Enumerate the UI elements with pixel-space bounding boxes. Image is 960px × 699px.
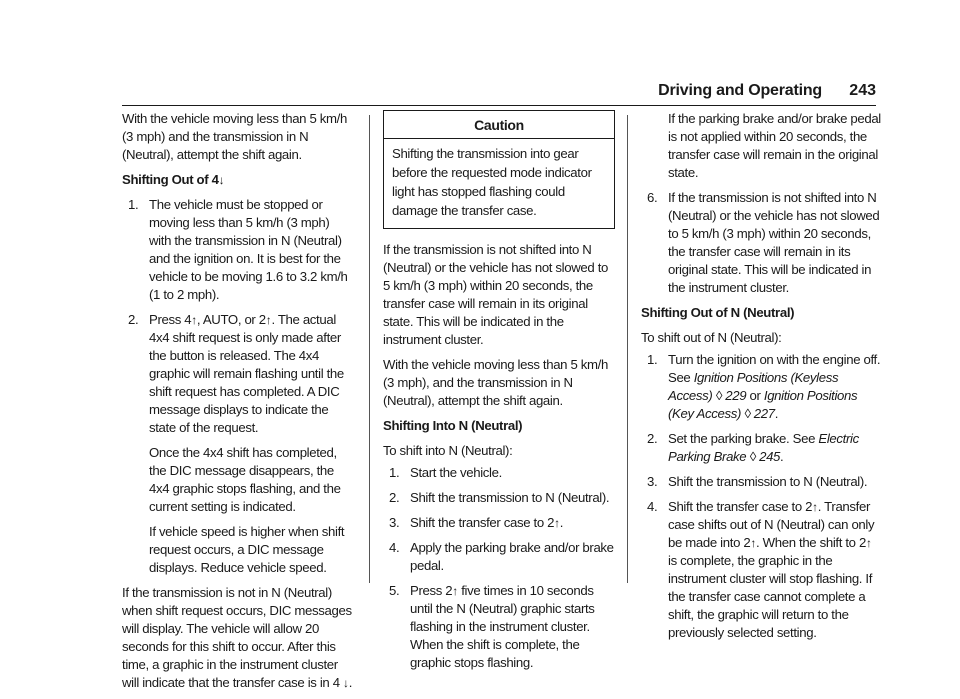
list-item [641, 351, 881, 423]
section-heading-shift-out-of-4-low [122, 171, 354, 189]
text-run: . [774, 406, 779, 421]
caution-title: Caution [384, 111, 614, 139]
step-text: Shift the transmission to N (Neutral). [410, 490, 610, 505]
step-number: 2. [389, 490, 400, 505]
list-item [641, 498, 881, 642]
text-run: . [559, 515, 564, 530]
text-run: Shift the transfer case to 2 [668, 499, 813, 514]
page-number: 243 [849, 82, 876, 99]
intro-paragraph: With the vehicle moving less than 5 km/h (3 mph) and the transmission in N (Neutral), attempt the shift again. [122, 111, 347, 162]
column-divider-2 [627, 115, 628, 583]
page-reference[interactable]: ◊ 227 [744, 406, 775, 421]
step-number: 1. [647, 352, 658, 367]
section-heading-shift-into-neutral: Shifting Into N (Neutral) [383, 418, 523, 433]
column-2 [383, 110, 615, 679]
step-number: 3. [389, 515, 400, 530]
step-text: Start the vehicle. [410, 465, 502, 480]
step-number: 4. [389, 540, 400, 555]
text-run: five times in 10 seconds until the N (Neutral) graphic starts flashing in the instrument cluster. When the shift is complete, the graphic stops flashing. [410, 583, 595, 670]
text-run: Set the parking brake. See [668, 431, 819, 446]
up-arrow-icon: ↑ [812, 500, 818, 514]
page-reference[interactable]: ◊ 245 [749, 449, 781, 464]
steps-list [122, 196, 354, 577]
continued-step-text: If the parking brake and/or brake pedal is not applied within 20 seconds, the transfer case will remain in the original state. [668, 111, 881, 180]
column-divider-1 [369, 115, 370, 583]
step-text: Shift the transmission to N (Neutral). [668, 474, 868, 489]
up-arrow-icon: ↑ [750, 536, 757, 550]
list-item [383, 514, 615, 532]
paragraph: With the vehicle moving less than 5 km/h (3 mph), and the transmission in N (Neutral), attempt the shift again. [383, 357, 608, 408]
steps-list [641, 351, 881, 642]
text-run: is complete, the graphic in the instrument cluster will stop flashing. If the transfer case cannot complete a shift, the graphic will return to the previously selected setting. [668, 553, 873, 640]
step-number: 3. [647, 474, 658, 489]
step-text: If the transmission is not shifted into N (Neutral) or the vehicle has not slowed to 5 km/h (3 mph) within 20 seconds, the transfer case will remain in its original state. This will be indicated in the instrument cluster. [668, 190, 880, 295]
list-item [383, 489, 615, 507]
step-number: 2. [128, 312, 139, 327]
step-note: If vehicle speed is higher when shift request occurs, a DIC message displays. Reduce vehicle speed. [149, 524, 345, 575]
text-run: Turn the ignition on with the engine off. See [668, 352, 881, 385]
text-run: If the transmission is not in N (Neutral) when shift request occurs, DIC messages will display. The vehicle will allow 20 seconds for this shift to occur. After this time, a graphic in the instrument cluster will indicate that the transfer case is in 4 [122, 585, 352, 690]
text-run: . [780, 449, 784, 464]
up-arrow-icon: ↑ [265, 313, 272, 327]
list-item [383, 539, 615, 575]
text-run: Press 2 [410, 583, 453, 598]
down-arrow-icon: ↓ [343, 676, 349, 690]
text-run: . [348, 675, 353, 690]
cross-reference-link[interactable]: Electric Parking Brake [668, 431, 859, 464]
step-number: 6. [647, 190, 658, 205]
text-run: . Transfer case shifts out of N (Neutral) can only be made into 2 [668, 499, 875, 550]
step-text: Apply the parking brake and/or brake pedal. [410, 540, 614, 573]
page-reference[interactable]: ◊ 229 [715, 388, 747, 403]
list-item [383, 464, 615, 482]
column-1 [122, 110, 354, 699]
lead-text: To shift out of N (Neutral): [641, 330, 782, 345]
text-run: Press 4 [149, 312, 192, 327]
text-run: . When the shift to 2 [756, 535, 866, 550]
column-3 [641, 110, 881, 649]
caution-box [383, 110, 615, 229]
steps-list [383, 464, 615, 672]
step-text [668, 352, 880, 421]
up-arrow-icon: ↑ [865, 536, 872, 550]
step-number: 1. [389, 465, 400, 480]
list-item [383, 582, 615, 672]
list-item [122, 196, 354, 304]
cross-reference-link[interactable]: Ignition Positions (Key Access) [668, 388, 858, 421]
step-text [149, 312, 344, 435]
step-text: The vehicle must be stopped or moving less than 5 km/h (3 mph) with the transmission in N (Neutral) and the ignition on. It is best for the vehicle to be moving 1.6 to 3.2 km/h (1 to 2 mph). [149, 197, 348, 302]
cross-reference-link[interactable]: Ignition Positions (Keyless Access) [668, 370, 839, 403]
text-run: , AUTO, or 2 [196, 312, 266, 327]
page-title: Driving and Operating [658, 82, 822, 99]
up-arrow-icon: ↑ [452, 584, 458, 598]
step-note: Once the 4x4 shift has completed, the DIC message disappears, the 4x4 graphic stops flashing, and the current setting is indicated. [149, 445, 341, 514]
steps-list [641, 189, 881, 297]
step-text [410, 515, 563, 530]
list-item [641, 430, 881, 466]
step-number: 2. [647, 431, 658, 446]
lead-text: To shift into N (Neutral): [383, 443, 513, 458]
step-text [668, 431, 859, 464]
text-run: Shift the transfer case to 2 [410, 515, 555, 530]
up-arrow-icon: ↑ [554, 516, 560, 530]
heading-text: Shifting Out of 4 [122, 172, 219, 187]
text-run: . The actual 4x4 shift request is only made after the button is released. The 4x4 graphic will remain flashing until the shift request has completed. A DIC message displays to indicate the state of the request. [149, 312, 344, 435]
step-number: 1. [128, 197, 139, 212]
list-item [641, 473, 881, 491]
step-number: 5. [389, 583, 400, 598]
list-item [641, 189, 881, 297]
list-item [122, 311, 354, 577]
section-heading-shift-out-of-neutral: Shifting Out of N (Neutral) [641, 305, 795, 320]
step-number: 4. [647, 499, 658, 514]
page-header [122, 80, 876, 106]
caution-text: Shifting the transmission into gear before the requested mode indicator light has stopped flashing could damage the transfer case. [392, 146, 592, 218]
step-text [668, 499, 874, 640]
down-arrow-icon: ↓ [218, 173, 225, 187]
up-arrow-icon: ↑ [191, 313, 197, 327]
outro-paragraph [122, 584, 354, 692]
header-rule [122, 105, 876, 106]
step-text [410, 583, 595, 670]
paragraph: If the transmission is not shifted into N (Neutral) or the vehicle has not slowed to 5 km/h (3 mph) within 20 seconds, the transfer case will remain in its original state. This will be indicated in the instrument cluster. [383, 242, 608, 347]
text-run: or [746, 388, 764, 403]
